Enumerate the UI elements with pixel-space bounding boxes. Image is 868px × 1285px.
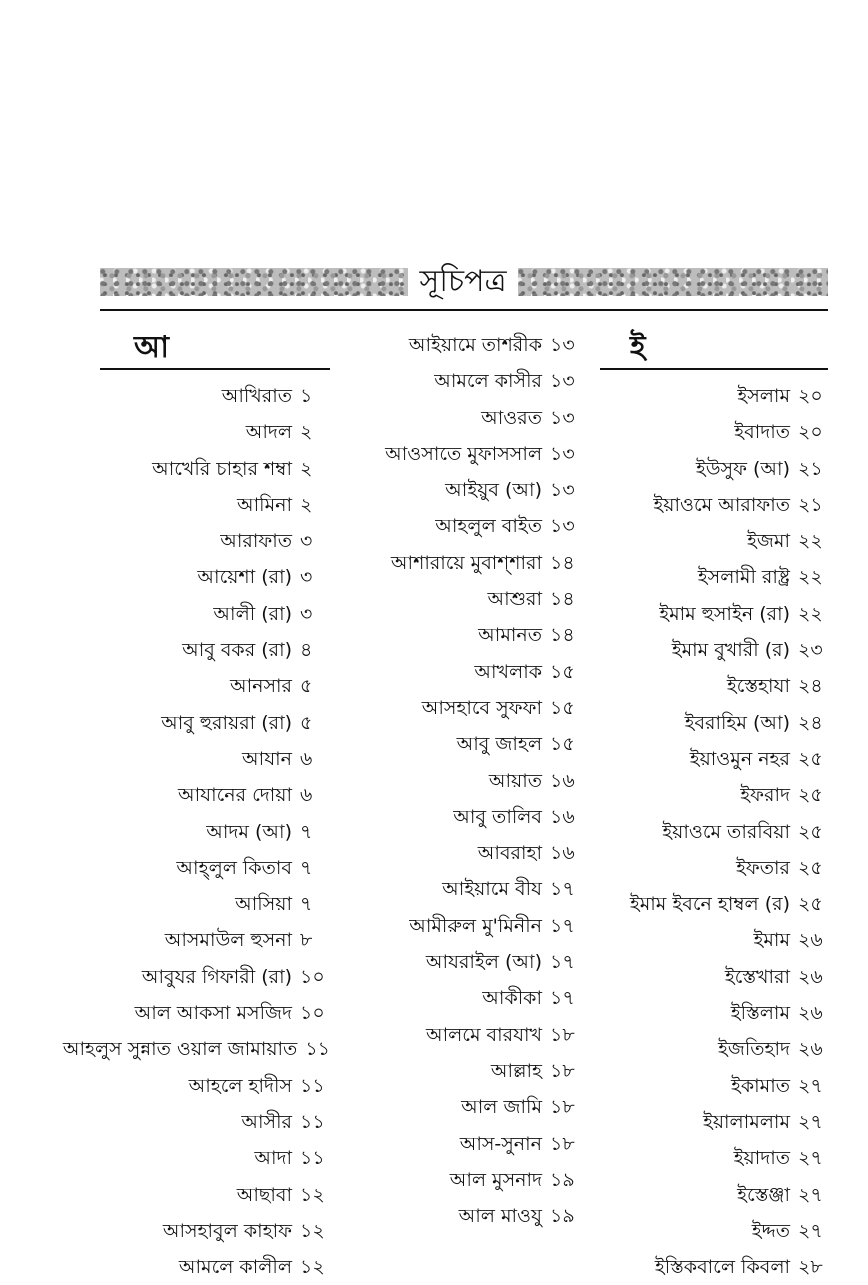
entry-title: ইবরাহিম (আ) [684, 711, 790, 734]
entry-title: ইফরাদ [740, 784, 790, 807]
index-entry [385, 763, 580, 799]
entry-page-number: ১১ [300, 1110, 325, 1133]
index-entry [100, 850, 330, 886]
index-entry [100, 378, 330, 414]
entry-title: আদা [254, 1147, 292, 1170]
entry-page-number: ৮ [300, 929, 313, 952]
entry-page-number: ২৬ [798, 1038, 823, 1061]
entry-title: আওসাতে মুফাসসাল [385, 442, 542, 465]
entry-page-number: ৫ [300, 675, 313, 698]
index-entry [100, 1213, 330, 1249]
entry-page-number: ২৭ [798, 1219, 823, 1242]
entry-title: আশুরা [487, 588, 542, 611]
entry-title: আবুযর গিফারী (রা) [141, 965, 292, 988]
index-entry [600, 741, 828, 777]
entry-page-number: ১০ [300, 1002, 325, 1025]
index-entry [385, 871, 580, 907]
entry-page-number: ১৩ [550, 370, 575, 393]
index-entry [100, 523, 330, 559]
index-column-1 [62, 330, 330, 1285]
entry-title: ইমাম ইবনে হাম্বল (র) [629, 893, 790, 916]
entry-page-number: ১৩ [550, 442, 575, 465]
decorative-band-left [100, 268, 408, 296]
entry-page-number: ১৪ [550, 588, 575, 611]
index-entry [385, 654, 580, 690]
entry-title: আলমে বারযাখ [425, 1023, 542, 1046]
index-entry [385, 1053, 580, 1089]
entry-page-number: ১১ [305, 1038, 330, 1061]
entry-title: ইসলাম [737, 385, 790, 407]
entry-title: আল মুসনাদ [449, 1168, 542, 1191]
index-entry [100, 451, 330, 487]
entry-page-number: ৭ [300, 893, 313, 916]
index-entry [600, 777, 828, 813]
entry-page-number: ২৮ [798, 1256, 823, 1279]
entry-list [600, 378, 828, 1285]
entry-list [62, 378, 330, 1285]
entry-page-number: ২২ [798, 602, 823, 625]
entry-page-number: ২৭ [798, 1110, 823, 1133]
index-entry [100, 777, 330, 813]
entry-title: আদল [245, 421, 292, 444]
index-entry [600, 559, 828, 595]
entry-page-number: ৬ [300, 784, 313, 807]
entry-title: আইয়ামে তাশরীক [408, 334, 542, 356]
entry-title: ইজমা [747, 530, 790, 553]
index-entry [385, 472, 580, 508]
entry-title: আইয়ুব (আ) [445, 479, 542, 502]
index-entry [600, 995, 828, 1031]
entry-title: আযান [242, 747, 292, 770]
entry-page-number: ২২ [798, 566, 823, 589]
entry-title: ইস্তেখারা [724, 965, 790, 988]
entry-title: আবু তালিব [453, 805, 542, 828]
index-entry [385, 508, 580, 544]
entry-title: আইয়ামে বীয [442, 878, 542, 901]
decorative-band-right [518, 268, 828, 296]
index-entry [100, 559, 330, 595]
entry-page-number: ১৮ [550, 1023, 575, 1046]
entry-title: ইয়াদাত [733, 1147, 790, 1170]
index-entry [385, 617, 580, 653]
entry-title: আসহাবুল কাহাফ [162, 1219, 292, 1242]
index-entry [600, 922, 828, 958]
entry-page-number: ২১ [798, 493, 823, 516]
entry-title: ইস্তিলাম [730, 1002, 790, 1025]
entry-list [385, 327, 580, 1234]
index-column-2 [385, 327, 580, 1234]
entry-page-number: ২৪ [798, 711, 823, 734]
entry-page-number: ১২ [300, 1256, 325, 1279]
entry-title: আদম (আ) [206, 820, 292, 843]
entry-title: আহলুল বাইত [435, 515, 542, 538]
entry-title: ইউসুফ (আ) [695, 457, 790, 480]
entry-page-number: ১৫ [550, 660, 575, 683]
entry-page-number: ১৩ [550, 479, 575, 502]
entry-title: আরাফাত [220, 530, 292, 553]
index-entry [385, 835, 580, 871]
entry-title: আনসার [229, 675, 292, 698]
entry-title: আস-সুনান [459, 1132, 542, 1155]
index-entry [600, 886, 828, 922]
entry-page-number: ১৮ [550, 1132, 575, 1155]
entry-title: ইজতিহাদ [717, 1038, 790, 1061]
entry-page-number: ১ [300, 385, 313, 407]
entry-title: ইসলামী রাষ্ট্র [697, 566, 790, 589]
entry-page-number: ৩ [300, 530, 313, 553]
entry-title: আল আকসা মসজিদ [134, 1002, 292, 1025]
index-entry [600, 814, 828, 850]
entry-page-number: ৫ [300, 711, 313, 734]
entry-page-number: ২৫ [798, 747, 823, 770]
index-entry [600, 596, 828, 632]
index-entry [600, 705, 828, 741]
entry-page-number: ১২ [300, 1219, 325, 1242]
entry-page-number: ১৮ [550, 1096, 575, 1119]
index-entry [385, 1198, 580, 1234]
entry-page-number: ১৩ [550, 406, 575, 429]
entry-title: আবু বকর (রা) [182, 639, 292, 662]
index-entry [385, 908, 580, 944]
index-entry [385, 581, 580, 617]
index-entry [600, 1140, 828, 1176]
entry-title: আসমাউল হুসনা [164, 929, 292, 952]
entry-title: ইমাম হুসাইন (রা) [659, 602, 790, 625]
entry-page-number: ৩ [300, 602, 313, 625]
section-underline [600, 368, 828, 370]
index-entry [385, 327, 580, 363]
index-entry [100, 1249, 330, 1285]
index-entry [600, 1213, 828, 1249]
index-entry [100, 668, 330, 704]
entry-title: আহলুস সুন্নাত ওয়াল জামায়াত [62, 1038, 298, 1061]
index-entry [385, 545, 580, 581]
index-entry [100, 705, 330, 741]
index-entry [600, 959, 828, 995]
entry-page-number: ২২ [798, 530, 823, 553]
entry-page-number: ১২ [300, 1183, 325, 1206]
entry-title: আমীরুল মু'মিনীন [409, 914, 542, 937]
entry-page-number: ২৬ [798, 965, 823, 988]
entry-title: আমলে কাসীর [434, 370, 542, 393]
entry-title: আমানত [478, 624, 542, 647]
entry-page-number: ১৫ [550, 696, 575, 719]
entry-title: আশারায়ে মুবাশ্‌শারা [390, 551, 542, 574]
entry-page-number: ২৭ [798, 1074, 823, 1097]
index-entry [600, 523, 828, 559]
entry-title: ইয়াওমে আরাফাত [653, 493, 790, 516]
index-entry [100, 959, 330, 995]
entry-title: আবু হুরায়রা (রা) [161, 711, 292, 734]
entry-page-number: ১৯ [550, 1168, 575, 1191]
entry-page-number: ২ [300, 493, 313, 516]
entry-page-number: ২১ [798, 457, 823, 480]
entry-title: ইস্তেঞ্জা [737, 1183, 790, 1206]
entry-title: ইদ্দত [751, 1219, 790, 1242]
index-entry [100, 741, 330, 777]
entry-title: আহলে হাদীস [188, 1074, 292, 1097]
entry-page-number: ১৭ [550, 914, 575, 937]
entry-title: আলী (রা) [213, 602, 292, 625]
section-letter: ই [630, 330, 646, 365]
entry-title: আযানের দোয়া [178, 784, 292, 807]
entry-title: আকীকা [482, 987, 542, 1010]
index-entry [600, 451, 828, 487]
entry-page-number: ২৫ [798, 856, 823, 879]
index-entry [385, 1089, 580, 1125]
entry-page-number: ১৭ [550, 987, 575, 1010]
entry-title: আল্লাহ [490, 1059, 542, 1082]
index-entry [600, 850, 828, 886]
index-column-3 [600, 330, 828, 1285]
entry-page-number: ১১ [300, 1074, 325, 1097]
index-entry [600, 668, 828, 704]
entry-page-number: ৭ [300, 856, 313, 879]
index-entry [385, 799, 580, 835]
entry-page-number: ২০ [798, 421, 823, 444]
entry-title: আসহাবে সুফফা [421, 696, 542, 719]
index-entry [600, 378, 828, 414]
section-letter: আ [134, 330, 169, 365]
entry-page-number: ২ [300, 457, 313, 480]
index-entry [385, 1017, 580, 1053]
index-entry [100, 632, 330, 668]
entry-title: ইমাম [753, 929, 790, 952]
index-entry [600, 414, 828, 450]
entry-page-number: ১৬ [550, 769, 575, 792]
index-entry [100, 1104, 330, 1140]
entry-title: ইবাদাত [734, 421, 790, 444]
index-entry [100, 886, 330, 922]
entry-title: আছাবা [236, 1183, 292, 1206]
entry-title: আওরত [481, 406, 542, 429]
entry-page-number: ২ [300, 421, 313, 444]
entry-title: আখিরাত [221, 385, 292, 407]
entry-page-number: ২৬ [798, 1002, 823, 1025]
index-entry [385, 1162, 580, 1198]
entry-page-number: ১৫ [550, 733, 575, 756]
index-entry [100, 922, 330, 958]
index-entry [100, 414, 330, 450]
entry-page-number: ২৪ [798, 675, 823, 698]
index-entry [600, 487, 828, 523]
entry-page-number: ১৮ [550, 1059, 575, 1082]
page-header [100, 262, 828, 302]
entry-page-number: ১৪ [550, 551, 575, 574]
entry-title: ইয়াওমুন নহর [689, 747, 790, 770]
entry-page-number: ৩ [300, 566, 313, 589]
entry-page-number: ২৩ [798, 639, 823, 662]
entry-title: ইফতার [736, 856, 790, 879]
entry-title: আয়েশা (রা) [197, 566, 292, 589]
entry-page-number: ২৭ [798, 1183, 823, 1206]
index-entry [385, 400, 580, 436]
index-entry [385, 1126, 580, 1162]
entry-title: ইস্তিকবালে কিবলা [654, 1256, 790, 1279]
entry-page-number: ১৩ [550, 515, 575, 538]
entry-title: আসিয়া [235, 893, 292, 916]
entry-page-number: ১৪ [550, 624, 575, 647]
index-entry [600, 1104, 828, 1140]
entry-page-number: ২৭ [798, 1147, 823, 1170]
entry-title: আবরাহা [477, 842, 542, 865]
entry-page-number: ৪ [300, 639, 313, 662]
index-entry [100, 1177, 330, 1213]
index-entry [100, 814, 330, 850]
entry-title: আযরাইল (আ) [425, 951, 542, 974]
entry-title: আয়াত [488, 769, 542, 792]
entry-title: আহ্‌লুল কিতাব [176, 856, 292, 879]
entry-title: আমলে কালীল [178, 1256, 292, 1279]
index-entry [600, 1249, 828, 1285]
index-entry [385, 690, 580, 726]
entry-page-number: ১৯ [550, 1205, 575, 1228]
entry-page-number: ১৬ [550, 842, 575, 865]
entry-title: আখলাক [474, 660, 542, 683]
entry-page-number: ১৬ [550, 805, 575, 828]
entry-page-number: ১৭ [550, 878, 575, 901]
index-entry [600, 1177, 828, 1213]
header-rule [100, 309, 828, 311]
entry-title: আল জামি [461, 1096, 542, 1119]
entry-page-number: ২৫ [798, 820, 823, 843]
entry-page-number: ৬ [300, 747, 313, 770]
entry-title: ইকামাত [730, 1074, 790, 1097]
index-entry [385, 436, 580, 472]
entry-page-number: ২৬ [798, 929, 823, 952]
entry-page-number: ১০ [300, 965, 325, 988]
entry-title: আসীর [241, 1110, 292, 1133]
entry-title: আমিনা [237, 493, 292, 516]
entry-page-number: ১৭ [550, 951, 575, 974]
entry-title: আবু জাহল [456, 733, 542, 756]
page-title: সূচিপত্র [419, 264, 507, 299]
index-entry [62, 1031, 330, 1067]
entry-page-number: ২৫ [798, 893, 823, 916]
index-entry [385, 726, 580, 762]
index-entry [600, 1068, 828, 1104]
entry-title: ইমাম বুখারী (র) [671, 639, 790, 662]
entry-title: ইস্তেহাযা [726, 675, 790, 698]
entry-title: ইয়ালামলাম [702, 1110, 790, 1133]
entry-page-number: ২৫ [798, 784, 823, 807]
entry-page-number: ১১ [300, 1147, 325, 1170]
index-entry [100, 1068, 330, 1104]
index-entry [100, 596, 330, 632]
index-entry [600, 632, 828, 668]
section-underline [100, 368, 330, 370]
index-entry [600, 1031, 828, 1067]
entry-page-number: ১৩ [550, 334, 575, 356]
index-entry [385, 363, 580, 399]
entry-title: ইয়াওমে তারবিয়া [662, 820, 790, 843]
index-entry [100, 995, 330, 1031]
entry-title: আল মাওযু [458, 1205, 542, 1228]
entry-page-number: ৭ [300, 820, 313, 843]
entry-title: আখেরি চাহার শম্বা [152, 457, 292, 480]
index-entry [100, 1140, 330, 1176]
index-entry [100, 487, 330, 523]
entry-page-number: ২০ [798, 385, 823, 407]
index-entry [385, 980, 580, 1016]
index-entry [385, 944, 580, 980]
